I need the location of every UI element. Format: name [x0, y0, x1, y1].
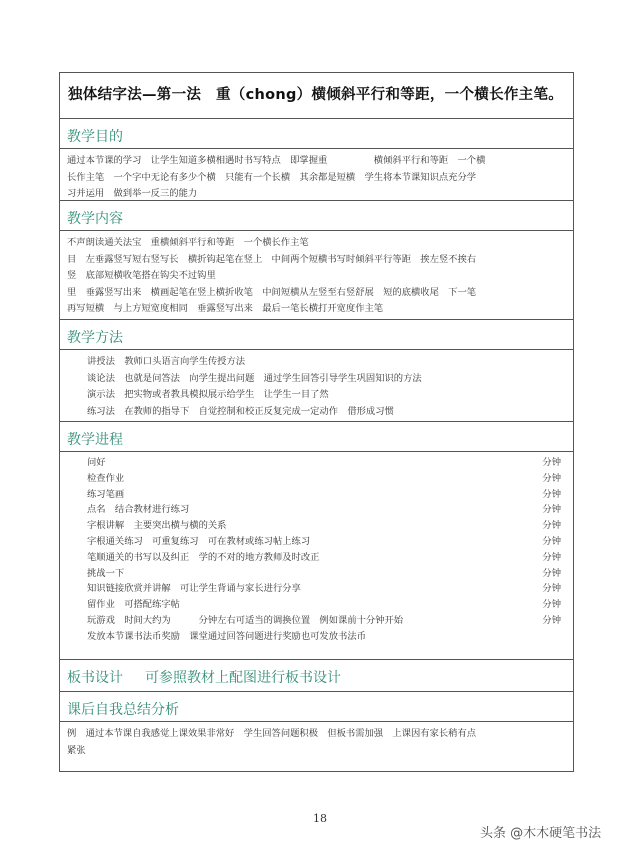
process-item-text: 留作业 可搭配练字帖 [87, 599, 180, 611]
goal-body [60, 149, 573, 201]
lesson-plan-table [59, 72, 574, 772]
method-body [60, 350, 573, 422]
content-line: 里 垂露竖写出来 横画起笔在竖上横折收笔 中间短横从左竖至右竖舒展 短的底横收尾 下一笔 [67, 286, 477, 298]
process-item [67, 534, 565, 550]
content-body [60, 231, 573, 320]
method-line: 讲授法 教师口头语言向学生传授方法 [87, 356, 246, 367]
process-item-unit: 分钟 [542, 520, 561, 532]
process-item-unit: 分钟 [542, 567, 561, 579]
reflection-heading-row [60, 692, 573, 722]
reflection-line: 例 通过本节课自我感觉上课效果非常好 学生回答问题积极 但板书需加强 上课因有家长稍有点 [67, 728, 477, 739]
goal-line: 习并运用 做到举一反三的能力 [67, 188, 198, 199]
lesson-title: 独体结字法—第一法 重（chong）横倾斜平行和等距，一个横长作主笔。 [68, 87, 564, 103]
process-item-text: 问好 [87, 457, 106, 468]
process-item [67, 518, 565, 534]
process-item [67, 502, 565, 518]
process-item-unit: 分钟 [542, 583, 561, 595]
process-item-text: 玩游戏 时间大约为 分钟左右可适当的调换位置 例如课前十分钟开始 [87, 614, 404, 626]
content-line: 目 左垂露竖写短右竖写长 横折钩起笔在竖上 中间两个短横书写时倾斜平行等距 挨左竖不挨右 [67, 253, 477, 265]
board-note: 可参照教材上配图进行板书设计 [145, 670, 341, 686]
method-heading-row [60, 320, 573, 350]
title-row [60, 73, 573, 119]
process-item [67, 550, 565, 566]
content-line: 再写短横 与上方短宽度相同 垂露竖写出来 最后一笔长横打开宽度作主笔 [67, 303, 384, 314]
process-item [67, 597, 565, 613]
process-item [67, 581, 565, 597]
board-design-row [60, 660, 573, 692]
process-item-text: 字根讲解 主要突出横与横的关系 [87, 520, 227, 532]
process-heading-row [60, 422, 573, 452]
goal-line: 通过本节课的学习 让学生知道多横相遇时书写特点 即掌握重 横倾斜平行和等距 一个横 [67, 155, 486, 166]
process-item [67, 566, 565, 582]
process-item-unit: 分钟 [542, 504, 561, 516]
process-item-text: 挑战一下 [87, 567, 125, 579]
process-item [67, 455, 565, 471]
process-item-text: 字根通关练习 可重复练习 可在教材或练习帖上练习 [87, 535, 311, 547]
process-item-text: 点名 结合教材进行练习 [87, 504, 190, 516]
process-item-unit: 分钟 [542, 599, 561, 611]
process-body [60, 452, 573, 660]
watermark-text: 头条 @木木硬笔书法 [480, 826, 602, 841]
method-heading: 教学方法 [67, 330, 123, 346]
process-item-text: 笔顺通关的书写以及纠正 学的不对的地方教师及时改正 [87, 551, 320, 563]
goal-line: 长作主笔 一个字中无论有多少个横 只能有一个长横 其余都是短横 学生将本节课知识点充分学 [67, 171, 477, 183]
process-item-text: 知识链接欣赏并讲解 可让学生背诵与家长进行分享 [87, 583, 301, 595]
process-item-text: 检查作业 [87, 472, 125, 484]
method-line: 练习法 在教师的指导下 自觉控制和校正反复完成一定动作 借形成习惯 [87, 405, 394, 417]
process-item-text: 发放本节课书法币奖励 课堂通过回答问题进行奖励也可发放书法币 [87, 630, 366, 642]
goal-heading: 教学目的 [67, 129, 123, 145]
process-item-unit [561, 629, 565, 645]
process-item [67, 487, 565, 503]
method-line: 演示法 把实物或者教具模拟展示给学生 让学生一目了然 [87, 389, 329, 400]
content-heading-row [60, 201, 573, 231]
process-item-unit: 分钟 [542, 488, 561, 500]
process-item-unit: 分钟 [542, 551, 561, 563]
goal-heading-row [60, 119, 573, 149]
reflection-body [60, 722, 573, 774]
reflection-heading: 课后自我总结分析 [67, 702, 179, 718]
process-item-unit: 分钟 [542, 614, 561, 626]
process-item-unit: 分钟 [542, 535, 561, 547]
method-line: 谈论法 也就是问答法 向学生提出问题 通过学生回答引导学生巩固知识的方法 [87, 372, 422, 384]
process-heading: 教学进程 [67, 432, 123, 448]
page-number: 18 [313, 812, 327, 825]
reflection-line: 紧张 [67, 744, 86, 756]
process-item-text: 练习笔画 [87, 488, 125, 500]
content-line: 竖 底部短横收笔搭在钩尖不过钩里 [67, 270, 216, 281]
process-item-unit: 分钟 [542, 457, 561, 468]
process-item [67, 613, 565, 629]
content-line: 不声朗读通关法宝 重横倾斜平行和等距 一个横长作主笔 [67, 237, 309, 248]
process-item [67, 629, 565, 645]
process-item [67, 471, 565, 487]
board-heading: 板书设计 [67, 670, 123, 686]
process-item-unit: 分钟 [542, 472, 561, 484]
content-heading: 教学内容 [67, 211, 123, 227]
